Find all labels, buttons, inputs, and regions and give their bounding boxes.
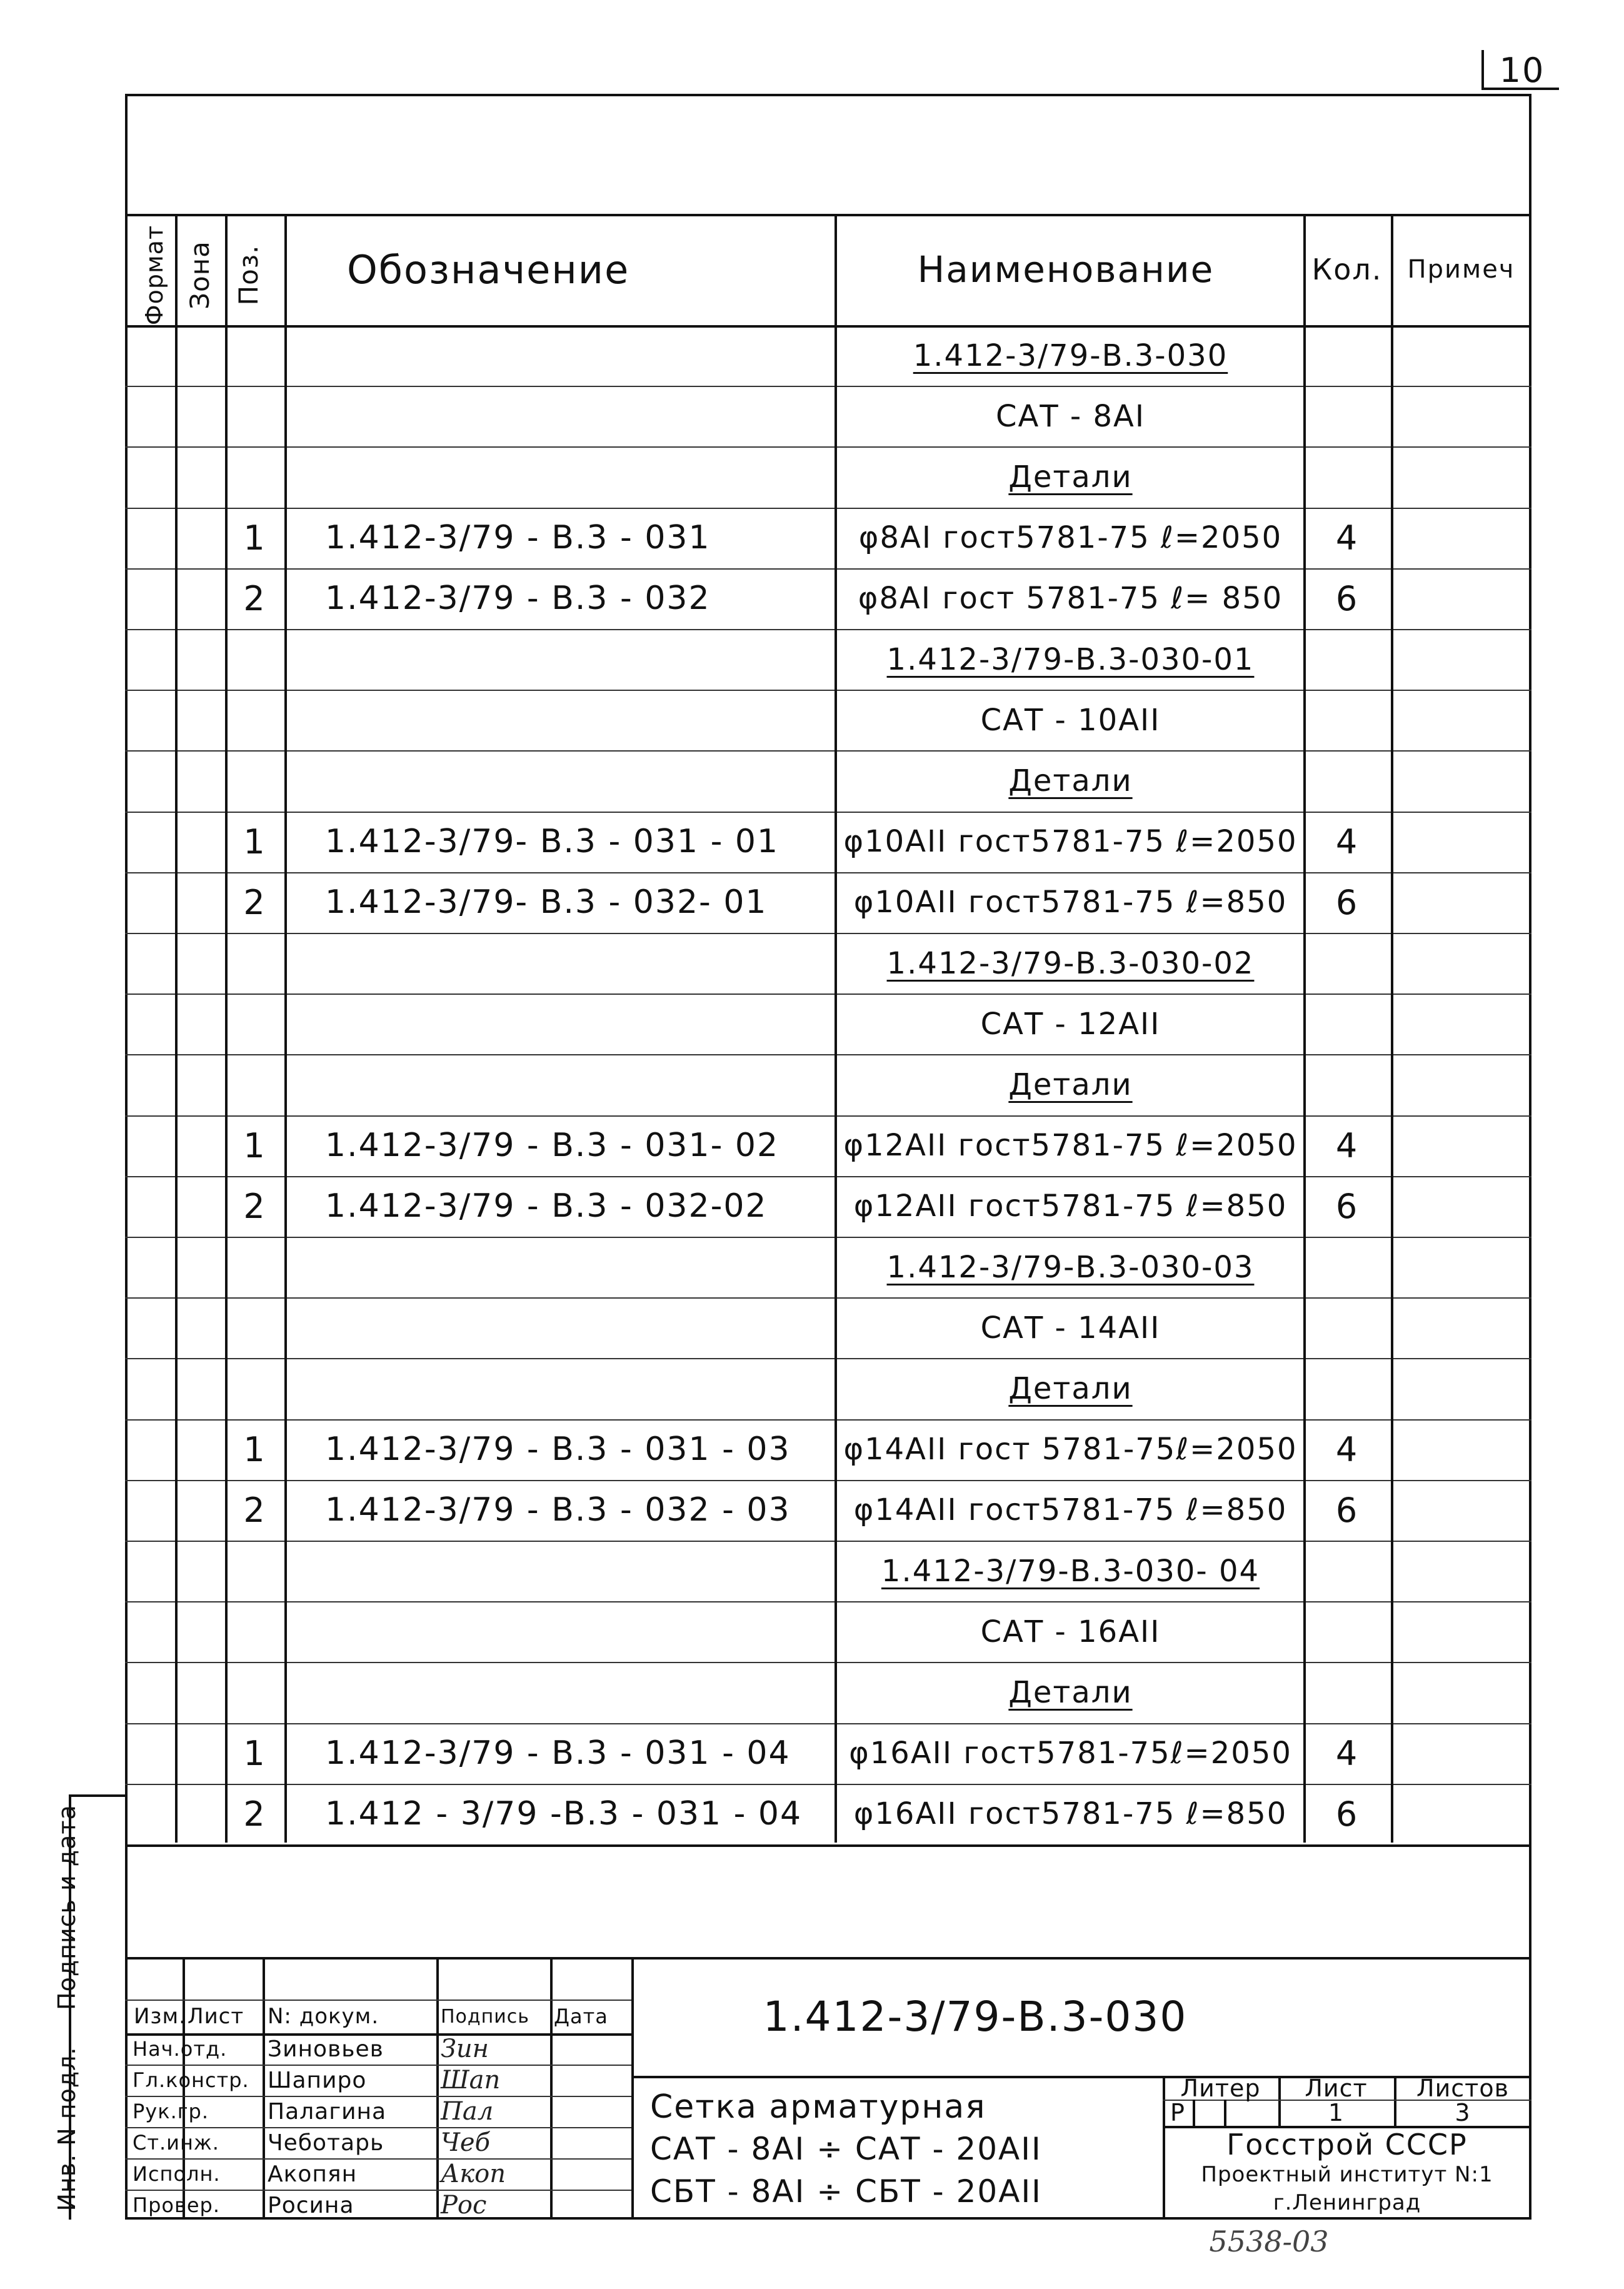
stamp-title-3: СБТ - 8АI ÷ СБТ - 20АII [650,2173,1042,2210]
row-qty [1303,1297,1391,1358]
row-pos: 1 [243,1733,266,1773]
row-pos [225,1297,284,1358]
col-line-zone [175,214,178,1843]
table-bottom-line [125,1844,1531,1847]
row-pos [225,1541,284,1601]
row-pos [225,750,284,811]
row-name: 1.412-3/79-В.3-030-03 [886,1249,1255,1285]
row-name: 1.412-3/79-В.3-030-01 [886,641,1255,677]
row-name: Детали [1008,1371,1133,1406]
row-name: Детали [1008,763,1133,798]
row-pos [225,690,284,750]
row-qty: 6 [1335,1186,1359,1226]
row-pos [225,1237,284,1297]
row-pos [225,629,284,690]
row-qty [1303,933,1391,994]
row-qty [1303,386,1391,446]
row-qty: 6 [1335,1490,1359,1530]
row-designation [325,629,825,690]
row-pos: 2 [243,578,266,618]
row-name: Детали [1008,459,1133,495]
row-qty: 4 [1335,1733,1359,1773]
stamp-liter-sub [1224,2100,1226,2126]
row-name: САТ - 10АII [980,702,1161,738]
stamp-title-1: Сетка арматурная [650,2088,986,2126]
row-designation: 1.412-3/79 - В.3 - 031- 02 [325,1127,779,1165]
row-designation [325,1297,825,1358]
stamp-role: Рук.гр. [133,2100,209,2123]
stamp-org-1: Госстрой СССР [1226,2128,1468,2161]
row-name: 1.412-3/79-В.3-030 [913,338,1228,373]
row-pos: 1 [243,1429,266,1469]
row-designation: 1.412-3/79 - В.3 - 032 [325,580,711,618]
row-name: φ12АII гост5781-75 ℓ=2050 [843,1128,1298,1164]
stamp-header-sign: Подпись [441,2005,529,2028]
row-qty [1303,1662,1391,1723]
row-pos: 2 [243,1794,266,1834]
stamp-title-2: САТ - 8АI ÷ САТ - 20АII [650,2131,1042,2167]
row-name: φ14АII гост5781-75 ℓ=850 [853,1492,1288,1528]
sheet-number: 10 [1499,50,1545,90]
stamp-doc-code: 1.412-3/79-В.3-030 [763,1992,1188,2041]
row-qty [1303,1541,1391,1601]
header-format: Формат [141,224,168,326]
stamp-person-name: Зиновьев [268,2036,384,2062]
row-name: САТ - 16АII [980,1614,1161,1649]
row-designation: 1.412 - 3/79 -В.3 - 031 - 04 [325,1795,803,1833]
row-qty: 6 [1335,1794,1359,1834]
stamp-liter-label: Литер [1180,2075,1261,2102]
row-designation: 1.412-3/79- В.3 - 031 - 01 [325,823,779,861]
row-designation [325,690,825,750]
row-qty: 4 [1335,518,1359,558]
stamp-org-2: Проектный институт N:1 [1201,2162,1493,2187]
row-qty [1303,994,1391,1054]
stamp-person-name: Шапиро [268,2067,367,2093]
col-line-pos [225,214,228,1843]
row-qty [1303,446,1391,507]
header-designation: Обозначение [347,246,630,293]
row-name: φ12АII гост5781-75 ℓ=850 [853,1189,1288,1224]
row-qty [1303,750,1391,811]
row-pos: 1 [243,822,266,862]
row-pos: 1 [243,1125,266,1165]
row-designation: 1.412-3/79 - В.3 - 032-02 [325,1187,768,1225]
row-qty: 4 [1335,1429,1359,1469]
row-qty: 4 [1335,1125,1359,1165]
stamp-header-izm: Изм. [134,2004,186,2029]
row-pos [225,994,284,1054]
row-pos: 2 [243,1186,266,1226]
stamp-col-name [436,1957,439,2220]
col-line-note [1391,214,1393,1843]
row-designation: 1.412-3/79 - В.3 - 031 [325,519,711,557]
stamp-role: Нач.отд. [133,2037,228,2061]
row-name: φ10АII гост5781-75 ℓ=850 [853,885,1288,920]
header-note: Примеч [1407,255,1515,284]
row-qty [1303,690,1391,750]
stamp-org-3: г.Ленинград [1273,2190,1421,2215]
stamp-sheet-value: 1 [1328,2099,1345,2126]
row-pos [225,325,284,386]
stamp-role: Провер. [133,2193,220,2217]
row-designation: 1.412-3/79 - В.3 - 031 - 04 [325,1734,791,1773]
row-name: Детали [1008,1674,1133,1710]
stamp-role: Исполн. [133,2162,221,2186]
row-name: Детали [1008,1067,1133,1102]
stamp-col-role [263,1957,265,2220]
margin-label-sign: Подпись и дата [53,1804,81,2010]
row-name: φ8АI гост 5781-75 ℓ= 850 [858,581,1283,616]
row-pos [225,386,284,446]
row-designation: 1.412-3/79 - В.3 - 031 - 03 [325,1431,791,1469]
row-name: φ8АI гост5781-75 ℓ=2050 [858,520,1283,556]
row-qty: 6 [1335,578,1359,618]
stamp-person-name: Чеботарь [268,2130,384,2156]
stamp-signature: Шап [441,2066,501,2095]
row-pos [225,1662,284,1723]
row-pos: 2 [243,882,266,922]
stamp-col-sig [550,1957,553,2220]
stamp-role: Гл.констр. [133,2068,249,2092]
row-qty [1303,1054,1391,1115]
row-designation [325,750,825,811]
row-name: φ14АII гост 5781-75ℓ=2050 [843,1432,1298,1467]
row-name: 1.412-3/79-В.3-030- 04 [881,1553,1260,1589]
row-qty [1303,1237,1391,1297]
stamp-signature: Рос [441,2191,487,2220]
row-designation [325,933,825,994]
row-name: САТ - 12АII [980,1006,1161,1042]
stamp-signature: Пал [441,2097,494,2126]
row-designation [325,1541,825,1601]
row-designation [325,386,825,446]
row-qty: 4 [1335,822,1359,862]
stamp-person-name: Росина [268,2192,354,2218]
col-line-designation [284,214,287,1843]
row-pos: 2 [243,1490,266,1530]
bottom-archive-number: 5538-03 [1209,2225,1329,2258]
stamp-header-list: Лист [188,2004,244,2029]
row-designation: 1.412-3/79 - В.3 - 032 - 03 [325,1491,791,1529]
row-name: φ10АII гост5781-75 ℓ=2050 [843,824,1298,860]
row-name: φ16АII гост5781-75ℓ=2050 [849,1736,1292,1771]
stamp-header-doc: N: докум. [268,2004,379,2029]
row-designation: 1.412-3/79- В.3 - 032- 01 [325,883,768,922]
col-line-qty [1303,214,1306,1843]
stamp-sheets-label: Листов [1416,2075,1509,2102]
row-name: САТ - 14АII [980,1310,1161,1346]
row-designation [325,994,825,1054]
stamp-signature: Акоп [441,2160,506,2188]
header-name: Наименование [917,248,1215,291]
row-designation [325,1054,825,1115]
header-qty: Кол. [1311,253,1383,286]
stamp-person-name: Палагина [268,2098,387,2125]
row-qty [1303,325,1391,386]
row-designation [325,1601,825,1662]
stamp-role: Ст.инж. [133,2131,219,2155]
row-name: φ16АII гост5781-75 ℓ=850 [853,1796,1288,1832]
row-qty [1303,1358,1391,1419]
col-line-name [835,214,837,1843]
row-pos [225,446,284,507]
row-pos [225,1054,284,1115]
stamp-sheet-label: Лист [1305,2075,1368,2102]
stamp-person-name: Акопян [268,2161,358,2187]
stamp-liter-sub [1193,2100,1195,2126]
stamp-signature: Чеб [441,2128,491,2157]
row-pos [225,1601,284,1662]
row-designation [325,1237,825,1297]
row-designation [325,1662,825,1723]
row-pos [225,933,284,994]
row-designation [325,1358,825,1419]
header-pos: Поз. [233,244,264,306]
stamp-sheets-value: 3 [1455,2099,1471,2126]
row-name: САТ - 8АI [995,398,1146,434]
row-designation [325,446,825,507]
row-pos: 1 [243,518,266,558]
row-qty [1303,629,1391,690]
header-zone: Зона [184,241,215,309]
row-name: 1.412-3/79-В.3-030-02 [886,945,1255,981]
row-qty [1303,1601,1391,1662]
margin-label-inv: Инв. N подл. [53,2046,81,2211]
stamp-liter-value: Р [1170,2099,1185,2126]
row-pos [225,1358,284,1419]
stamp-signature: Зин [441,2035,489,2063]
margin-line-top [69,1794,128,1797]
row-qty: 6 [1335,882,1359,922]
row-designation [325,325,825,386]
stamp-header-date: Дата [554,2005,608,2028]
